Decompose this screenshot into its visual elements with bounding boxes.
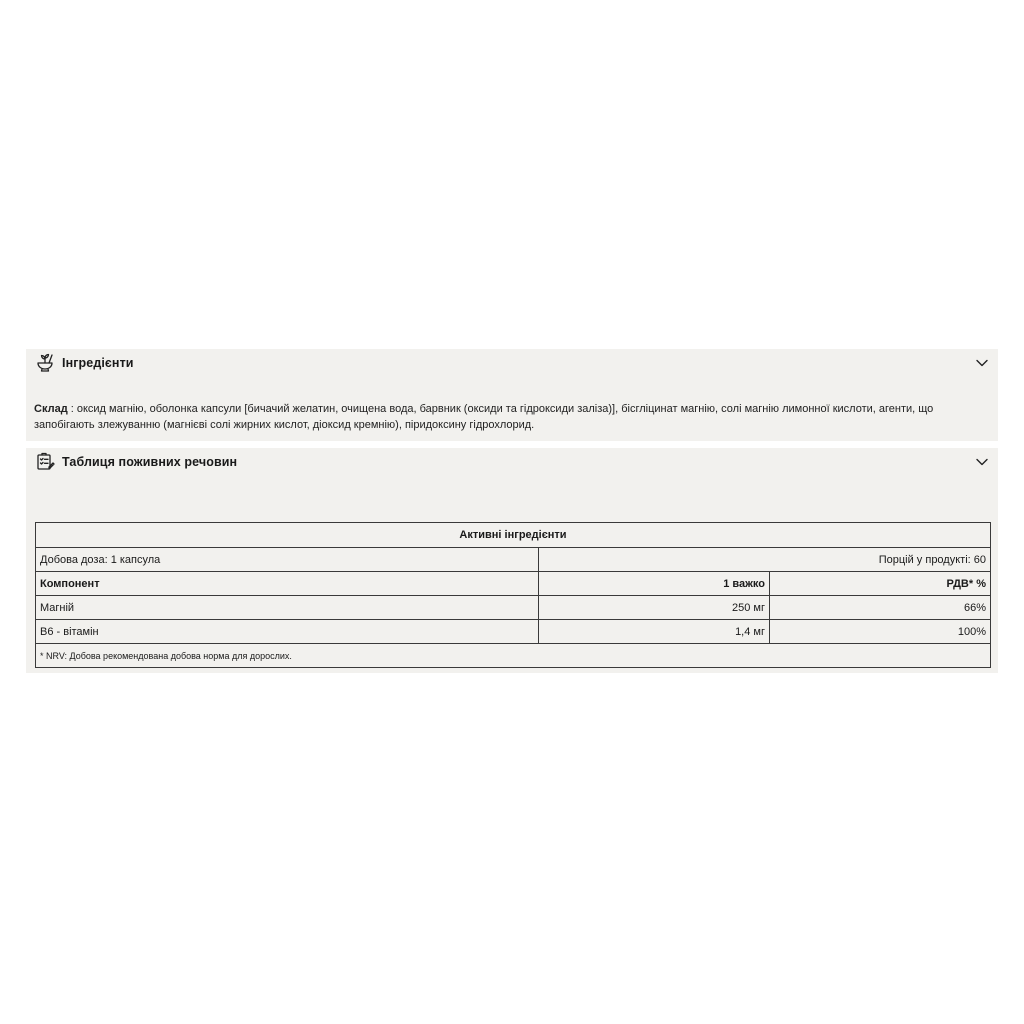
row-rda: 100% bbox=[770, 620, 991, 644]
chevron-down-icon[interactable] bbox=[975, 356, 989, 370]
chevron-down-icon[interactable] bbox=[975, 455, 989, 469]
nutrition-panel bbox=[26, 448, 998, 673]
nutrition-table bbox=[35, 522, 991, 668]
nutrition-panel-header[interactable] bbox=[26, 448, 998, 478]
row-component: Магній bbox=[36, 596, 539, 620]
header-rda: РДВ* % bbox=[770, 572, 991, 596]
servings: Порцій у продукті: 60 bbox=[539, 548, 991, 572]
mortar-herb-icon bbox=[35, 352, 55, 372]
table-row bbox=[36, 596, 991, 620]
header-component: Компонент bbox=[36, 572, 539, 596]
table-footnote: * NRV: Добова рекомендована добова норма для дорослих. bbox=[36, 644, 991, 668]
row-component: B6 - вітамін bbox=[36, 620, 539, 644]
clipboard-list-icon bbox=[35, 451, 55, 471]
ingredients-panel-header[interactable] bbox=[26, 349, 998, 379]
header-amount: 1 важко bbox=[539, 572, 770, 596]
composition-label: Склад bbox=[34, 403, 68, 415]
composition-body: : оксид магнію, оболонка капсули [бичачий желатин, очищена вода, барвник (оксиди та гідроксиди заліза)], бісгліцинат магнію, солі магнію лимонної кислоти, агенти, що запобігають злежуванню (магнієві солі жирних кислот, діоксид кремнію), піридоксину гідрохлорид. bbox=[34, 403, 934, 431]
table-header-row bbox=[36, 572, 991, 596]
row-amount: 1,4 мг bbox=[539, 620, 770, 644]
row-rda: 66% bbox=[770, 596, 991, 620]
table-footnote-row bbox=[36, 644, 991, 668]
table-row bbox=[36, 620, 991, 644]
ingredients-title: Інгредієнти bbox=[62, 356, 134, 370]
composition-text bbox=[34, 401, 980, 433]
ingredients-panel bbox=[26, 349, 998, 441]
nutrition-title: Таблиця поживних речовин bbox=[62, 455, 238, 469]
row-amount: 250 мг bbox=[539, 596, 770, 620]
table-dose-row bbox=[36, 548, 991, 572]
table-caption: Активні інгредієнти bbox=[36, 523, 991, 548]
table-caption-row bbox=[36, 523, 991, 548]
daily-dose: Добова доза: 1 капсула bbox=[36, 548, 539, 572]
